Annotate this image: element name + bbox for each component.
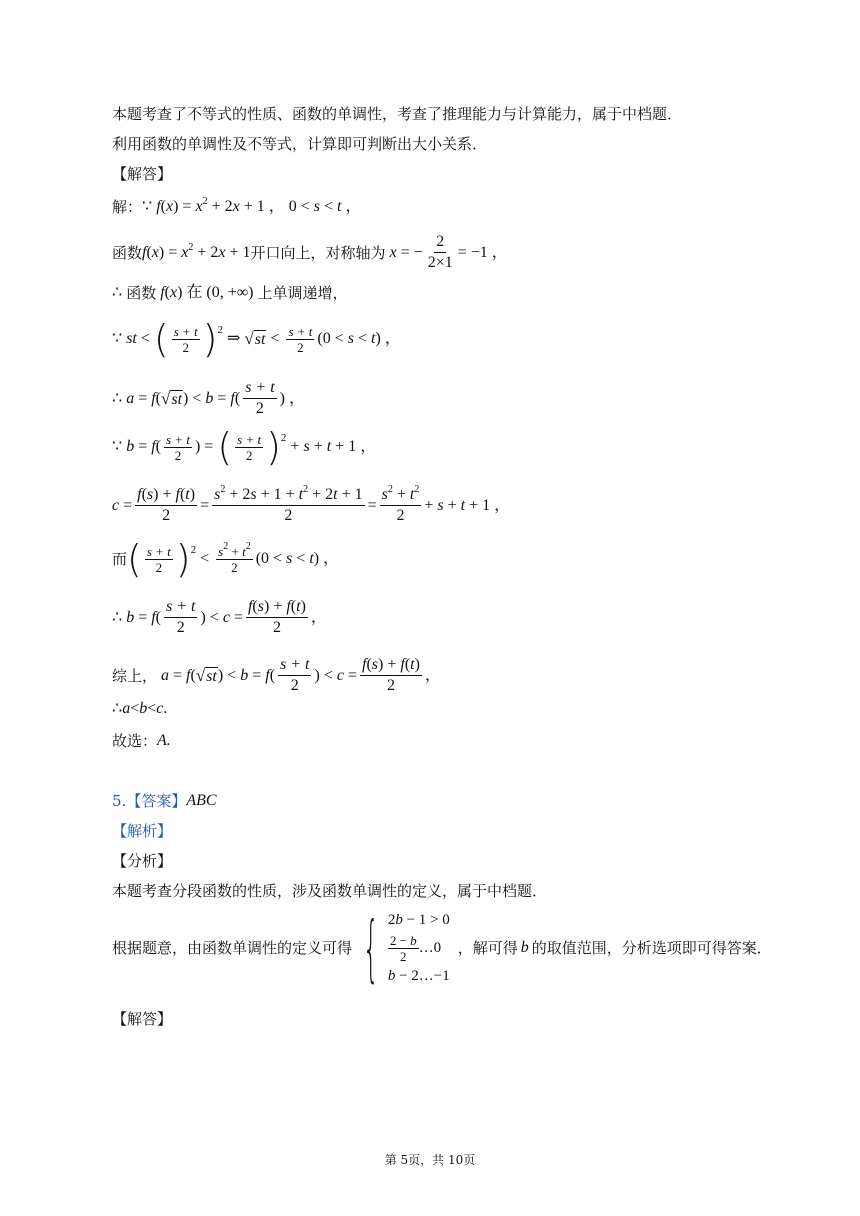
condition-1: 2b − 1 > 0 [387,912,450,928]
condition-2: $\frac{2 - b}{2}$ …0 [389,932,442,964]
han-shu-label: 函数 [112,243,143,262]
formula-fx: $f(x) = x^2 + 2x + 1$ [142,241,251,261]
formula-b-lt: ∴ b = f( [112,608,161,626]
formula-c-tail: + s + t + 1 ， [424,496,511,514]
comma-2: ， [424,666,441,684]
q5-fenxi: 【分析】 [112,852,173,870]
solution-line-conclusion: ∴ a < b < c . [112,700,168,717]
condition: (0 < s < t) ， [317,330,401,347]
paren-left-2: ( [217,425,233,469]
formula-b-tail: + s + t + 1 ， [286,438,377,455]
formula-axis-result: = −1 ， [457,243,508,261]
close-paren: ) ， [279,389,305,407]
fraction-s-plus-t-2: $\frac{s + t}{2}$ [288,323,313,355]
condition-3: b − 2…−1 [387,968,450,984]
fraction-s-plus-t: $\frac{s + t}{2}$ [173,323,198,355]
eq-2: = [367,496,377,514]
system-conditions [388,910,450,986]
therefore-func-label: 函数 [126,284,157,302]
formula-a: ∴ a = f( [112,389,161,407]
solution-line-choice [112,731,171,751]
q5-analysis-line-1: 本题考查分段函数的性质，涉及函数单调性的定义，属于中档题． [112,882,548,900]
fraction-c-2: $\frac{f(s) + f(t)}{2}$ [247,598,306,636]
paren-right: ) [202,317,218,361]
solution-line-summary [112,655,441,696]
fraction-compare-2: $\frac{s^2 + t^2}{2}$ [218,540,251,575]
exponent: 2 [217,324,223,336]
less-than: < [266,330,284,347]
formula-amgm: ∵ st < [112,330,154,347]
solution-line-b-expand [112,425,377,469]
exponent-3: 2 [190,544,197,556]
formula-summary-b: ) < b = f( [217,666,276,684]
solution-prefix: 解： [112,198,143,216]
q5-answer-value: ABC [186,792,217,809]
formula-axis: x = − [389,243,423,261]
solution-line-given [112,197,362,217]
sqrt-st-2: √ st [161,388,183,408]
q5-answer-line [112,791,217,811]
q5-answer-tag: 【答案】 [126,792,187,810]
fraction-b-3: $\frac{s + t}{2}$ [237,431,262,463]
therefore-symbol: ∴ [112,284,127,301]
implies: ⇒ [223,330,245,347]
paren-left-3: ( [127,537,142,581]
q5-line2-c: 的取值范围，分析选项即可得答案． [531,939,772,957]
piecewise-system [354,906,450,990]
solution-heading: 【解答】 [112,165,173,183]
fraction-c-simplified: $\frac{s^2 + t^2}{2}$ [381,484,420,524]
solution-line-compare [112,537,340,581]
paren-right-2: ) [266,425,281,469]
gu-xuan-label: 故选： [112,732,158,750]
formula-given: ∵ $f(x) = x^2 + 2x + 1$ ， 0 < s < t ， [142,196,362,215]
fraction-b: $\frac{s + t}{2}$ [245,379,275,417]
q5-line2-a: 根据题意，由函数单调性的定义可得 [112,939,353,957]
formula-fx-interval: f(x) 在 (0, +∞) [160,284,258,301]
solution-line-axis [112,232,508,273]
zong-shang-label: 综上， [112,666,158,685]
solution-line-c [112,485,510,526]
left-brace: { [362,906,379,990]
q5-jiexi: 【解析】 [112,822,173,840]
comma: ， [310,608,327,626]
er-label: 而 [112,550,128,568]
formula-b-def: ∵ b = f( [112,438,161,455]
solution-line-amgm [112,317,401,361]
condition-2: (0 < s < t) ， [255,550,340,567]
equals: ) = [194,438,218,455]
q5-line2-b: ，解可得 [457,939,518,957]
fraction-c-expand: $\frac{s^2 + 2s + 1 + t^2 + 2t + 1}{2}$ [214,484,363,524]
q5-analysis-line-2 [112,906,772,990]
eq-1: = [200,496,210,514]
increasing-text: 上单调递增， [257,284,348,302]
formula-lt-c: ) < c = [200,608,243,626]
q5-jieda: 【解答】 [112,1010,173,1028]
fraction-b-2: $\frac{s + t}{2}$ [166,431,190,463]
sqrt-st: √ st [244,329,266,348]
q5-number: 5. [112,792,127,810]
formula-c: c = [112,496,133,514]
fraction-b-4: $\frac{s + t}{2}$ [166,598,196,636]
solution-line-b-lt-c [112,597,327,638]
analysis-line-1: 本题考查了不等式的性质、函数的单调性，考查了推理能力与计算能力，属于中档题． [112,105,683,123]
less-than-2: < [196,550,214,567]
fraction-summary-b: $\frac{s + t}{2}$ [280,656,310,694]
open-up-text: 开口向上，对称轴为 [250,243,386,262]
paren-right-3: ) [175,537,191,581]
formula-b: ) < b = f( [183,389,241,407]
sqrt-st-3: √ st [195,665,217,685]
formula-summary-a: a = f( [161,666,196,684]
exponent-2: 2 [280,432,287,444]
solution-line-increasing [112,283,348,303]
paren-left: ( [153,317,169,361]
analysis-line-2: 利用函数的单调性及不等式，计算即可判断出大小关系． [112,135,488,153]
fraction-c: $\frac{f(s) + f(t)}{2}$ [137,486,196,524]
page-footer: 第 5页，共 10页 [384,1153,476,1167]
fraction-summary-c: $\frac{f(s) + f(t)}{2}$ [361,656,420,694]
formula-summary-c: ) < c = [314,666,357,684]
fraction-compare-1: $\frac{s + t}{2}$ [146,543,171,575]
choice-letter: A. [157,732,171,749]
fraction-axis: $\frac{2}{2\times 1}$ [427,233,453,271]
q5-var: b [520,939,529,956]
solution-line-a-lt-b [112,378,305,419]
